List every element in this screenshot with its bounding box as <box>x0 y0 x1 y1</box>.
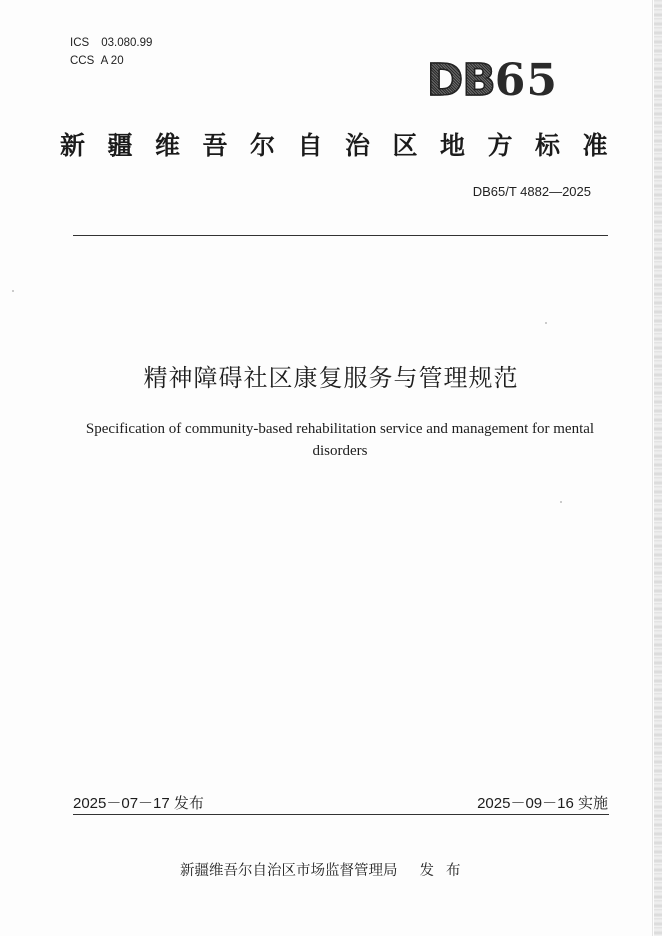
logo-letters: DB <box>426 55 495 106</box>
bottom-divider <box>73 814 609 815</box>
implementation-date: 2025－09－16 实施 <box>477 795 608 812</box>
scan-speck <box>560 501 562 503</box>
standard-category: 新疆维吾尔自治区地方标准 <box>60 131 631 160</box>
document-title-en-line1: Specification of community-based rehabilitation service and management for mental <box>85 421 595 437</box>
classification-codes <box>70 34 152 70</box>
document-title-en-line2: disorders <box>312 443 368 459</box>
ics-code: 03.080.99 <box>101 37 153 49</box>
standard-number: DB65/T 4882—2025 <box>472 184 591 199</box>
document-title-en <box>70 418 610 462</box>
ics-label: ICS <box>70 37 90 49</box>
ics-line <box>70 34 152 52</box>
scan-speck <box>545 322 547 324</box>
scan-edge <box>654 0 662 936</box>
scan-edge-line <box>652 0 653 936</box>
ccs-code: A 20 <box>100 55 124 67</box>
logo-number: 65 <box>494 55 558 106</box>
ccs-line <box>70 52 152 70</box>
document-title-zh: 精神障碍社区康复服务与管理规范 <box>143 364 519 392</box>
issue-date: 2025－07－17 发布 <box>73 795 204 812</box>
issue-action: 发布 <box>419 863 473 879</box>
ccs-label: CCS <box>70 55 95 67</box>
db65-logo <box>427 56 558 106</box>
scan-speck <box>12 290 14 292</box>
issuing-authority: 新疆维吾尔自治区市场监督管理局 <box>180 863 398 879</box>
top-divider <box>73 235 608 236</box>
publisher-line <box>180 859 473 880</box>
